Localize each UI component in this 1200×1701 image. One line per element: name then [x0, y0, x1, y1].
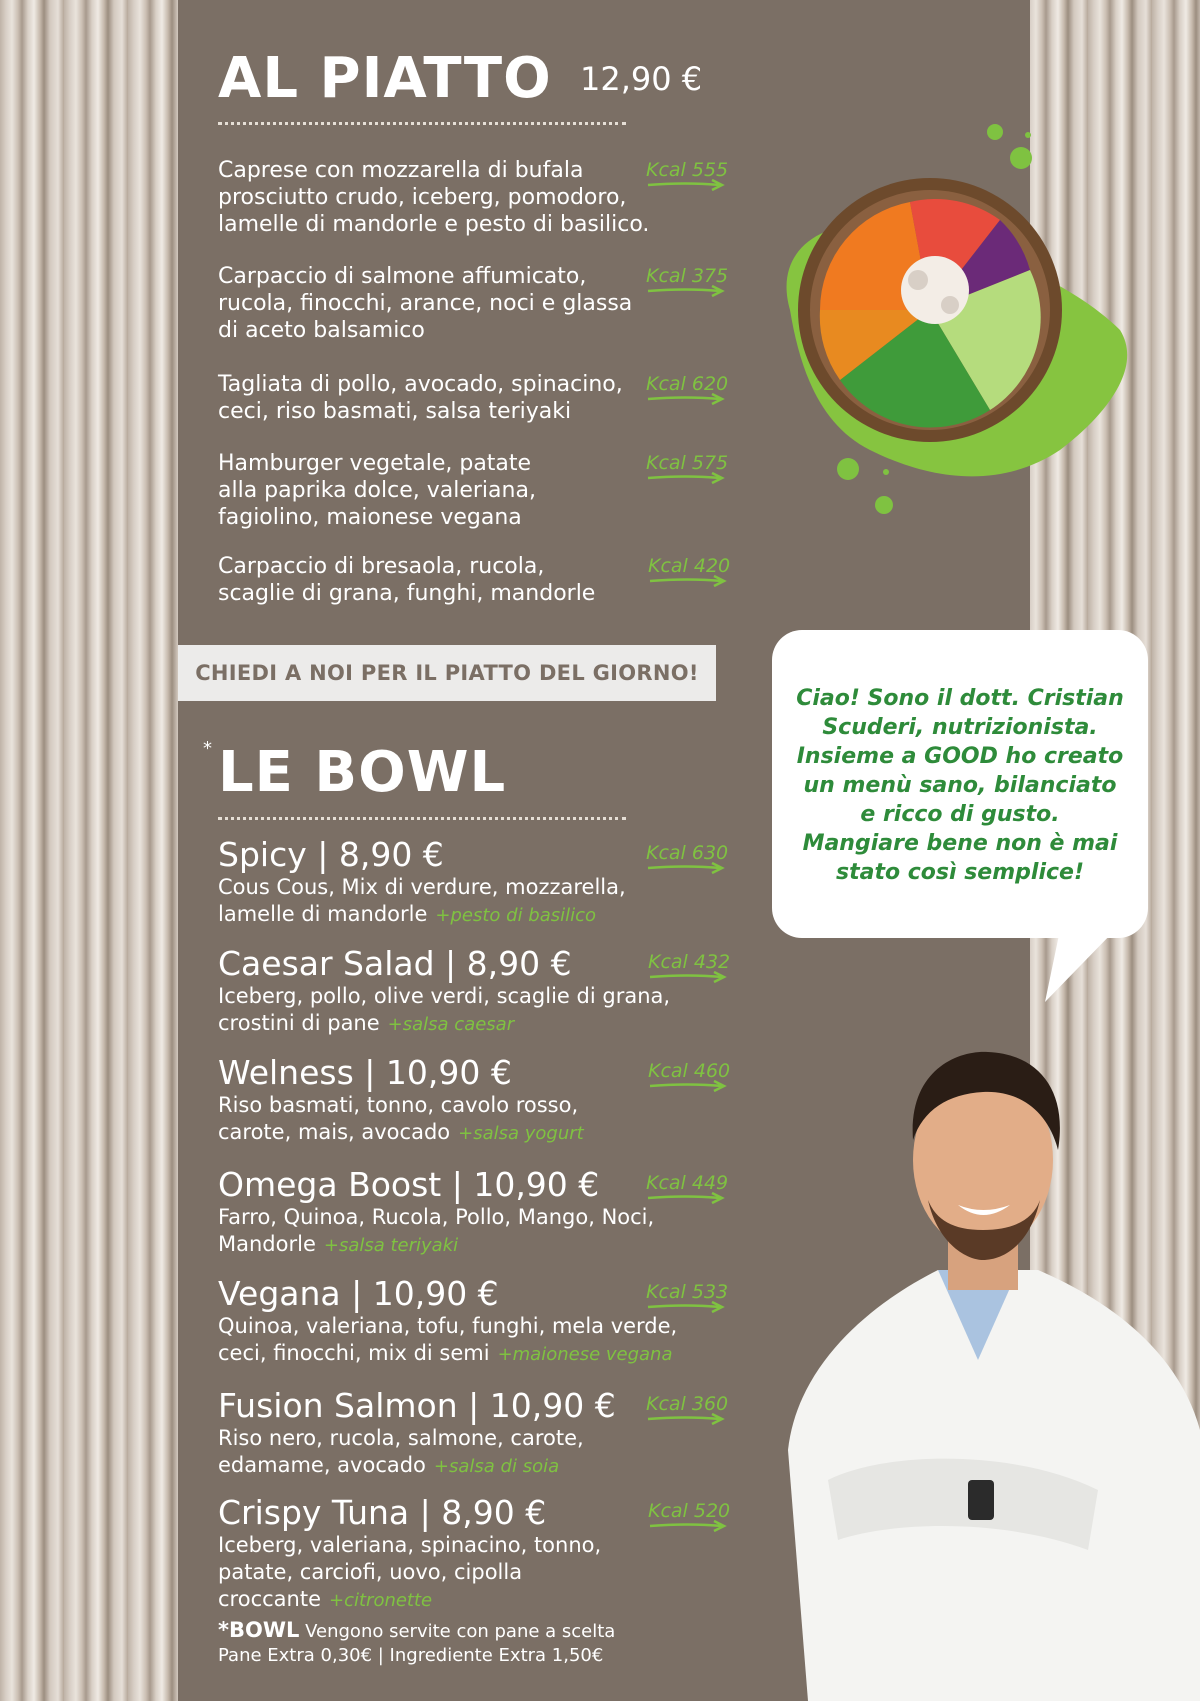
dish-line: Carpaccio di bresaola, rucola, — [218, 554, 545, 579]
kcal-value: Kcal 449 — [646, 1172, 729, 1194]
kcal-label — [646, 265, 736, 297]
bubble-line: Ciao! Sono il dott. Cristian — [796, 686, 1124, 711]
bowl-extra: +maionese vegana — [497, 1344, 673, 1365]
bowl-extra: +salsa teriyaki — [323, 1235, 459, 1256]
bubble-line: Mangiare bene non è mai — [802, 831, 1118, 856]
bowl-line-text: carote, mais, avocado — [218, 1120, 451, 1144]
bubble-line: e ricco di gusto. — [860, 802, 1060, 827]
bowl-line-text: edamame, avocado — [218, 1453, 426, 1477]
footer-line2: Pane Extra 0,30€ | Ingrediente Extra 1,50€ — [218, 1645, 604, 1666]
footer-bold: *BOWL — [218, 1618, 300, 1642]
kcal-value: Kcal 575 — [646, 452, 729, 474]
kcal-label — [646, 842, 736, 874]
kcal-label — [648, 555, 738, 587]
bowl-line-text: Mandorle — [218, 1232, 316, 1256]
bowl-line-text: ceci, finocchi, mix di semi — [218, 1341, 490, 1365]
kcal-label — [646, 452, 736, 484]
bowl-name: Crispy Tuna | 8,90 € — [218, 1493, 547, 1532]
le-bowl-title: LE BOWL — [218, 740, 507, 805]
bowl-extra: +salsa yogurt — [458, 1123, 584, 1144]
bowl-name: Omega Boost | 10,90 € — [218, 1165, 600, 1204]
bowl-line-text: lamelle di mandorle — [218, 902, 428, 926]
bubble-line: un menù sano, bilanciato — [803, 773, 1117, 798]
kcal-value: Kcal 630 — [646, 842, 729, 864]
bowl-line-text: Cous Cous, Mix di verdure, mozzarella, — [218, 875, 626, 899]
bowl-line — [218, 1425, 738, 1452]
kcal-value: Kcal 420 — [648, 555, 731, 577]
dotted-divider — [218, 122, 626, 125]
kcal-label — [648, 1060, 738, 1092]
bowl-line — [218, 1532, 738, 1559]
kcal-value: Kcal 520 — [648, 1500, 731, 1522]
kcal-label — [646, 1172, 736, 1204]
bowl-name: Vegana | 10,90 € — [218, 1274, 499, 1313]
kcal-value: Kcal 620 — [646, 373, 729, 395]
kcal-value: Kcal 555 — [646, 159, 729, 181]
kcal-value: Kcal 360 — [646, 1393, 729, 1415]
speech-bubble-tail — [1040, 930, 1120, 1010]
bowl-description — [218, 1204, 738, 1259]
dish-line: lamelle di mandorle e pesto di basilico. — [218, 212, 650, 237]
bowl-line-text: Riso nero, rucola, salmone, carote, — [218, 1426, 584, 1450]
bowl-line-text: crostini di pane — [218, 1011, 380, 1035]
bowl-line — [218, 1340, 738, 1368]
bowl-name: Fusion Salmon | 10,90 € — [218, 1386, 616, 1425]
bowl-extra: +salsa di soia — [433, 1456, 560, 1477]
bowl-line-text: Iceberg, pollo, olive verdi, scaglie di grana, — [218, 984, 671, 1008]
bubble-line: Scuderi, nutrizionista. — [822, 715, 1098, 740]
bowl-footer-note — [218, 1618, 615, 1668]
dish-description — [218, 553, 658, 607]
dish-line: Tagliata di pollo, avocado, spinacino, — [218, 372, 623, 397]
bowl-line — [218, 874, 738, 901]
piatto-del-giorno-banner: CHIEDI A NOI PER IL PIATTO DEL GIORNO! — [178, 645, 716, 701]
bowl-line — [218, 901, 738, 929]
bowl-description — [218, 1425, 738, 1480]
bowl-line-text: patate, carciofi, uovo, cipolla croccante — [218, 1560, 523, 1611]
dish-line: Carpaccio di salmone affumicato, — [218, 264, 587, 289]
bowl-line — [218, 1010, 738, 1038]
kcal-value: Kcal 533 — [646, 1281, 729, 1303]
dish-description — [218, 157, 658, 238]
bowl-line — [218, 1231, 738, 1259]
bowl-name: Spicy | 8,90 € — [218, 835, 444, 874]
dish-line: ceci, riso basmati, salsa teriyaki — [218, 399, 572, 424]
footer-line1: Vengono servite con pane a scelta — [299, 1621, 616, 1642]
bowl-line-text: Iceberg, valeriana, spinacino, tonno, — [218, 1533, 602, 1557]
kcal-value: Kcal 375 — [646, 265, 729, 287]
dish-line: scaglie di grana, funghi, mandorle — [218, 581, 596, 606]
al-piatto-price: 12,90 € — [580, 60, 703, 98]
nutritionist-photo — [768, 1030, 1200, 1701]
dish-description — [218, 371, 658, 425]
dotted-divider — [218, 817, 626, 820]
al-piatto-title: AL PIATTO — [218, 46, 552, 111]
bowl-line — [218, 1204, 738, 1231]
dish-line: Caprese con mozzarella di bufala — [218, 158, 584, 183]
bowl-description — [218, 983, 738, 1038]
bubble-line: stato così semplice! — [836, 860, 1084, 885]
bowl-extra: +salsa caesar — [387, 1014, 515, 1035]
bowl-description — [218, 1313, 738, 1368]
kcal-label — [646, 159, 736, 191]
bowl-line — [218, 1313, 738, 1340]
dish-description — [218, 450, 658, 531]
bowl-extra: +citronette — [329, 1590, 433, 1611]
nutritionist-message — [782, 684, 1138, 887]
kcal-label — [646, 1393, 736, 1425]
bowl-extra: +pesto di basilico — [435, 905, 597, 926]
bowl-line — [218, 983, 738, 1010]
dish-line: fagiolino, maionese vegana — [218, 505, 522, 530]
bowl-name: Caesar Salad | 8,90 € — [218, 944, 572, 983]
bowl-line — [218, 1119, 738, 1147]
bowl-star: * — [203, 738, 212, 759]
dish-line: alla paprika dolce, valeriana, — [218, 478, 536, 503]
bowl-illustration — [760, 120, 1130, 520]
bowl-line-text: Quinoa, valeriana, tofu, funghi, mela verde, — [218, 1314, 678, 1338]
bowl-line — [218, 1452, 738, 1480]
kcal-value: Kcal 432 — [648, 951, 731, 973]
bowl-description — [218, 874, 738, 929]
kcal-value: Kcal 460 — [648, 1060, 731, 1082]
bubble-line: Insieme a GOOD ho creato — [796, 744, 1124, 769]
bowl-line-text: Riso basmati, tonno, cavolo rosso, — [218, 1093, 579, 1117]
dish-line: di aceto balsamico — [218, 318, 425, 343]
bowl-line-text: Farro, Quinoa, Rucola, Pollo, Mango, Noci, — [218, 1205, 655, 1229]
bowl-line — [218, 1092, 738, 1119]
dish-line: Hamburger vegetale, patate — [218, 451, 532, 476]
dish-line: prosciutto crudo, iceberg, pomodoro, — [218, 185, 627, 210]
kcal-label — [648, 1500, 738, 1532]
bowl-description — [218, 1092, 738, 1147]
bowl-line — [218, 1559, 738, 1614]
kcal-label — [648, 951, 738, 983]
dish-description — [218, 263, 658, 344]
kcal-label — [646, 1281, 736, 1313]
bowl-name: Welness | 10,90 € — [218, 1053, 512, 1092]
bowl-description — [218, 1532, 738, 1614]
dish-line: rucola, finocchi, arance, noci e glassa — [218, 291, 633, 316]
kcal-label — [646, 373, 736, 405]
